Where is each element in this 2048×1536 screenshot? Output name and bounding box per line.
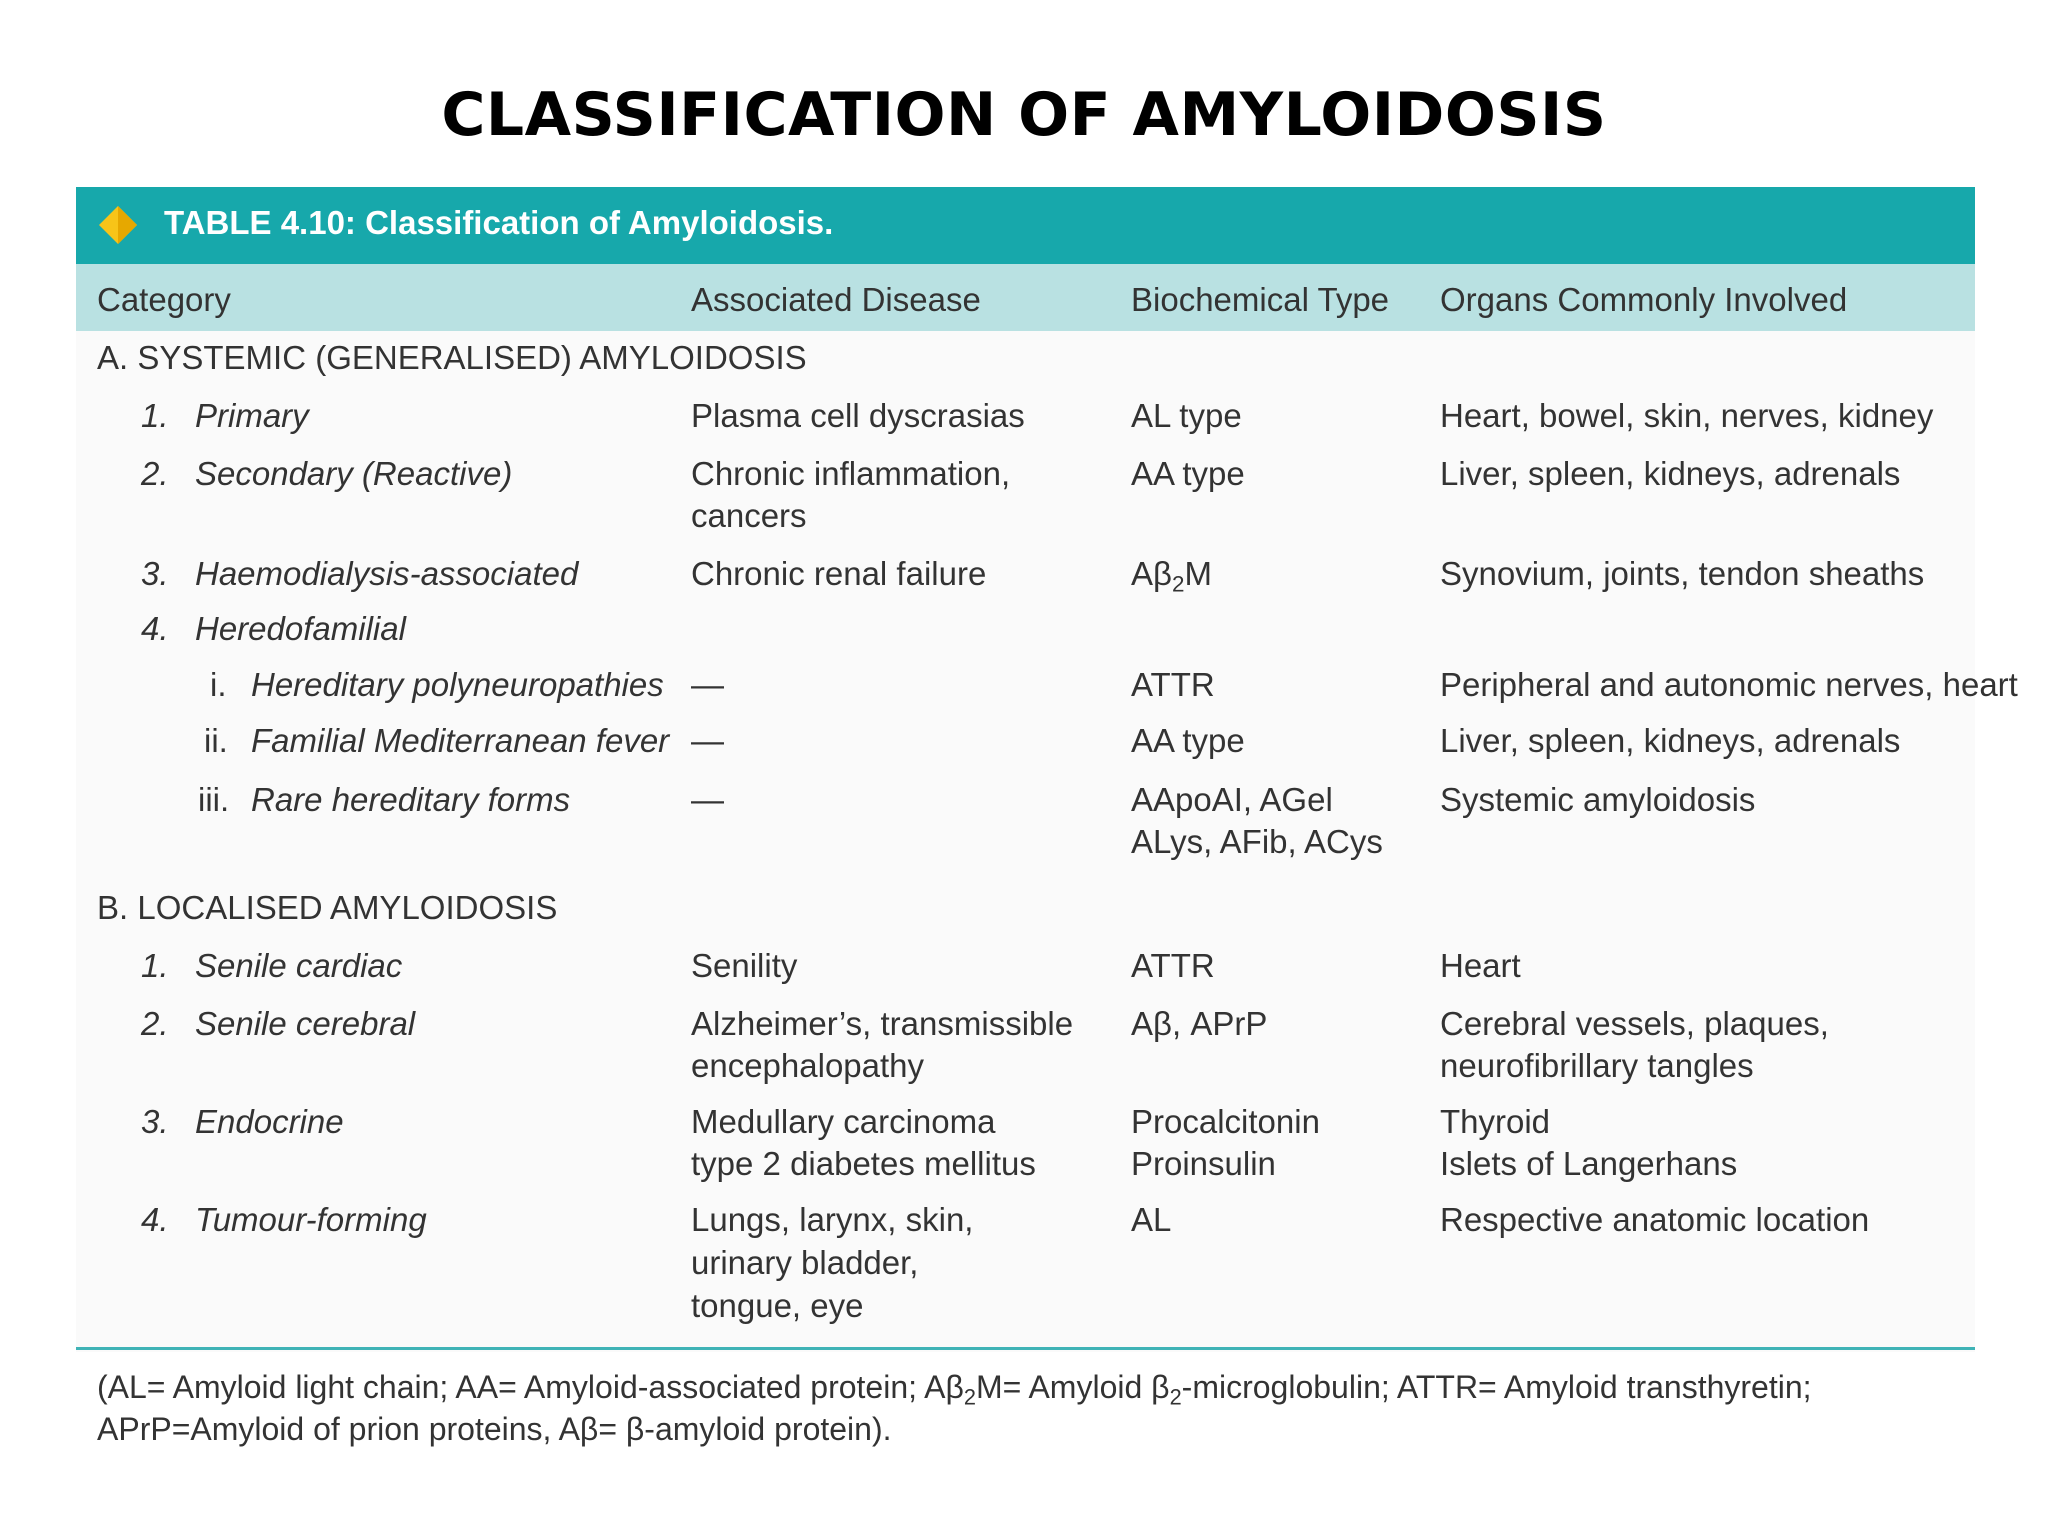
row-organs: Liver, spleen, kidneys, adrenals — [1440, 455, 1901, 492]
row-disease-line2: urinary bladder, — [691, 1244, 919, 1281]
type-subscript: 2 — [1172, 571, 1185, 597]
row-number: 4. — [141, 1201, 169, 1238]
diamond-icon — [98, 205, 138, 245]
table-bottom-rule — [76, 1347, 1975, 1350]
classification-table — [76, 187, 2018, 1352]
row-type-line2: ALys, AFib, ACys — [1131, 823, 1383, 860]
footnote-text: (AL= Amyloid light chain; AA= Amyloid-associated protein; Aβ — [97, 1369, 964, 1405]
table-caption: TABLE 4.10: Classification of Amyloidosis. — [164, 204, 834, 241]
row-disease: — — [691, 666, 724, 703]
row-category: Hereditary polyneuropathies — [251, 666, 664, 703]
row-category: Rare hereditary forms — [251, 781, 571, 818]
row-organs-line2: Islets of Langerhans — [1440, 1145, 1738, 1182]
row-number: i. — [210, 666, 227, 703]
row-disease-line2: encephalopathy — [691, 1047, 925, 1084]
row-category: Senile cardiac — [195, 947, 403, 984]
row-type: AA type — [1131, 722, 1245, 759]
row-number: 1. — [141, 397, 169, 434]
table-header-row — [76, 264, 1975, 331]
row-category: Secondary (Reactive) — [195, 455, 513, 492]
type-text: Aβ — [1131, 555, 1172, 592]
type-text-suffix: M — [1184, 555, 1212, 592]
row-organs: Heart — [1440, 947, 1521, 984]
table-footnote — [97, 1366, 1957, 1450]
row-organs: Peripheral and autonomic nerves, heart — [1440, 666, 2018, 703]
row-number: 2. — [141, 455, 169, 492]
row-organs: Synovium, joints, tendon sheaths — [1440, 555, 1925, 592]
footnote-text: -microglobulin; ATTR= Amyloid transthyretin; APrP=Amyloid of prion proteins, Aβ= β-amyloid protein). — [97, 1369, 1812, 1447]
row-number: 3. — [141, 1103, 169, 1140]
row-disease-line3: tongue, eye — [691, 1287, 864, 1324]
row-category: Primary — [195, 397, 309, 434]
row-type: Aβ, APrP — [1131, 1005, 1268, 1042]
row-number: iii. — [198, 781, 230, 818]
footnote-subscript: 2 — [1169, 1384, 1182, 1410]
row-organs-line2: neurofibrillary tangles — [1440, 1047, 1754, 1084]
row-disease-line2: cancers — [691, 497, 807, 534]
row-category: Haemodialysis-associated — [195, 555, 579, 592]
row-type: AA type — [1131, 455, 1245, 492]
row-disease: Senility — [691, 947, 798, 984]
table-banner — [76, 187, 1975, 264]
slide-title: CLASSIFICATION OF AMYLOIDOSIS — [441, 80, 1607, 150]
row-number: ii. — [204, 722, 228, 759]
section-heading-localised: B. LOCALISED AMYLOIDOSIS — [97, 889, 558, 926]
row-organs: Respective anatomic location — [1440, 1201, 1870, 1238]
row-category: Heredofamilial — [195, 610, 406, 647]
row-disease: — — [691, 722, 724, 759]
row-organs: Heart, bowel, skin, nerves, kidney — [1440, 397, 1934, 434]
column-header-biochemical-type: Biochemical Type — [1131, 281, 1390, 318]
row-disease: — — [691, 781, 724, 818]
column-header-organs: Organs Commonly Involved — [1440, 281, 1848, 318]
row-type: ATTR — [1131, 666, 1215, 703]
row-number: 2. — [141, 1005, 169, 1042]
row-category: Senile cerebral — [195, 1005, 416, 1042]
row-type-line2: Proinsulin — [1131, 1145, 1276, 1182]
row-disease-line1: Alzheimer’s, transmissible — [691, 1005, 1074, 1042]
row-disease-line1: Chronic inflammation, — [691, 455, 1011, 492]
column-header-associated-disease: Associated Disease — [691, 281, 981, 318]
footnote-subscript: 2 — [963, 1384, 976, 1410]
row-disease: Plasma cell dyscrasias — [691, 397, 1025, 434]
row-type-line1: AApoAI, AGel — [1131, 781, 1333, 818]
row-disease-line2: type 2 diabetes mellitus — [691, 1145, 1036, 1182]
row-type: AL type — [1131, 397, 1242, 434]
row-category: Endocrine — [195, 1103, 344, 1140]
row-organs: Systemic amyloidosis — [1440, 781, 1756, 818]
row-organs-line1: Thyroid — [1440, 1103, 1551, 1140]
row-organs-line1: Cerebral vessels, plaques, — [1440, 1005, 1829, 1042]
row-number: 3. — [141, 555, 169, 592]
row-number: 4. — [141, 610, 169, 647]
row-type: ATTR — [1131, 947, 1215, 984]
row-type: AL — [1131, 1201, 1172, 1238]
footnote-text: M= Amyloid β — [975, 1369, 1170, 1405]
row-number: 1. — [141, 947, 169, 984]
column-header-category: Category — [97, 281, 231, 318]
row-category: Tumour-forming — [195, 1201, 427, 1238]
section-heading-systemic: A. SYSTEMIC (GENERALISED) AMYLOIDOSIS — [97, 339, 807, 376]
row-type-line1: Procalcitonin — [1131, 1103, 1320, 1140]
row-organs: Liver, spleen, kidneys, adrenals — [1440, 722, 1901, 759]
row-disease-line1: Medullary carcinoma — [691, 1103, 996, 1140]
row-category: Familial Mediterranean fever — [251, 722, 670, 759]
row-type — [1131, 553, 1212, 595]
row-disease: Chronic renal failure — [691, 555, 987, 592]
row-disease-line1: Lungs, larynx, skin, — [691, 1201, 974, 1238]
